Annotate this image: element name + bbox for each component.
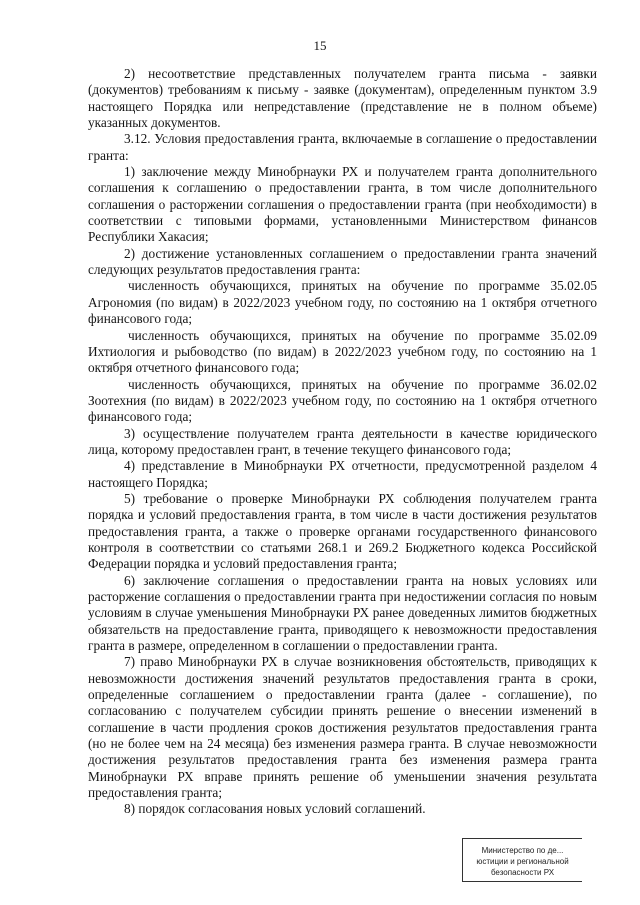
paragraph-3-12-heading: 3.12. Условия предоставления гранта, включаемые в соглашение о предоставлении гранта: [88, 131, 597, 163]
paragraph-condition-5: 5) требование о проверке Минобрнауки РХ соблюдения получателем гранта порядка и условий предоставления гранта, в том числе в части достижения результатов предоставления гранта, а также о проверке органами государственного финансового контроля в соответствии со статьями 268.1 и 269.2 Бюджетного кодекса Российской Федерации порядка и условий предоставления гранта; [88, 490, 597, 572]
paragraph-condition-2: 2) достижение установленных соглашением о предоставлении гранта значений следующих результатов предоставления гранта: [88, 245, 597, 278]
paragraph-condition-1: 1) заключение между Минобрнауки РХ и получателем гранта дополнительного соглашения к соглашению о предоставлении гранта, в том числе дополнительного соглашения о расторжении соглашения о предоставлении гранта (при необходимости) в соответствии с типовыми формами, установленными Министерством финансов Республики Хакасия; [88, 164, 597, 245]
paragraph-condition-8: 8) порядок согласования новых условий соглашений. [124, 801, 426, 817]
ministry-stamp [462, 838, 582, 882]
document-body [88, 66, 597, 818]
paragraph-condition-6: 6) заключение соглашения о предоставлении гранта на новых условиях или расторжение соглашения о предоставлении гранта при недостижении согласия по новым условиям в случае уменьшения Минобрнауки РХ ранее доведенных лимитов бюджетных обязательств на предоставление гранта, приводящего к невозможности предоставления гранта в размере, определенном в соглашении о предоставлении гранта. [88, 572, 597, 654]
paragraph-2-nonconformity: 2) несоответствие представленных получателем гранта письма - заявки (документов) требованиям к письму - заявке (документам), определенным пунктом 3.9 настоящего Порядка или непредставление (представление не в полном объеме) указанных документов. [88, 66, 597, 131]
paragraph-condition-4: 4) представление в Минобрнауки РХ отчетности, предусмотренной разделом 4 настоящего Порядка; [88, 458, 597, 490]
paragraph-condition-3: 3) осуществление получателем гранта деятельности в качестве юридического лица, которому предоставлен грант, в течение текущего финансового года; [88, 425, 597, 457]
paragraph-result-ichthyology: численность обучающихся, принятых на обучение по программе 35.02.09 Ихтиология и рыбоводство (по видам) в 2022/2023 учебном году, по состоянию на 1 октября отчетного финансового года; [88, 327, 597, 376]
paragraph-condition-7: 7) право Минобрнауки РХ в случае возникновения обстоятельств, приводящих к невозможности достижения значений результатов предоставления гранта в сроки, определенные соглашением о предоставлении гранта (далее - соглашение), по согласованию с получателем субсидии принять решение о внесении изменений в соглашение в части продления сроков достижения результатов предоставления гранта (но не более чем на 24 месяца) без изменения размера гранта. В случае невозможности достижения результатов предоставления гранта без изменения размера гранта Минобрнауки РХ вправе принять решение об уменьшении значения результата предоставления гранта; [88, 654, 597, 801]
stamp-line-3: безопасности РХ [490, 868, 555, 877]
stamp-line-2: юстиции и региональной [476, 857, 569, 866]
paragraph-result-agronomy: численность обучающихся, принятых на обучение по программе 35.02.05 Агрономия (по видам) в 2022/2023 учебном году, по состоянию на 1 октября отчетного финансового года; [88, 278, 597, 327]
page-number: 15 [313, 38, 327, 53]
stamp-line-1: Министерство по де... [481, 846, 564, 855]
paragraph-result-zootechny: численность обучающихся, принятых на обучение по программе 36.02.02 Зоотехния (по видам) в 2022/2023 учебном году, по состоянию на 1 октября отчетного финансового года; [88, 376, 597, 425]
